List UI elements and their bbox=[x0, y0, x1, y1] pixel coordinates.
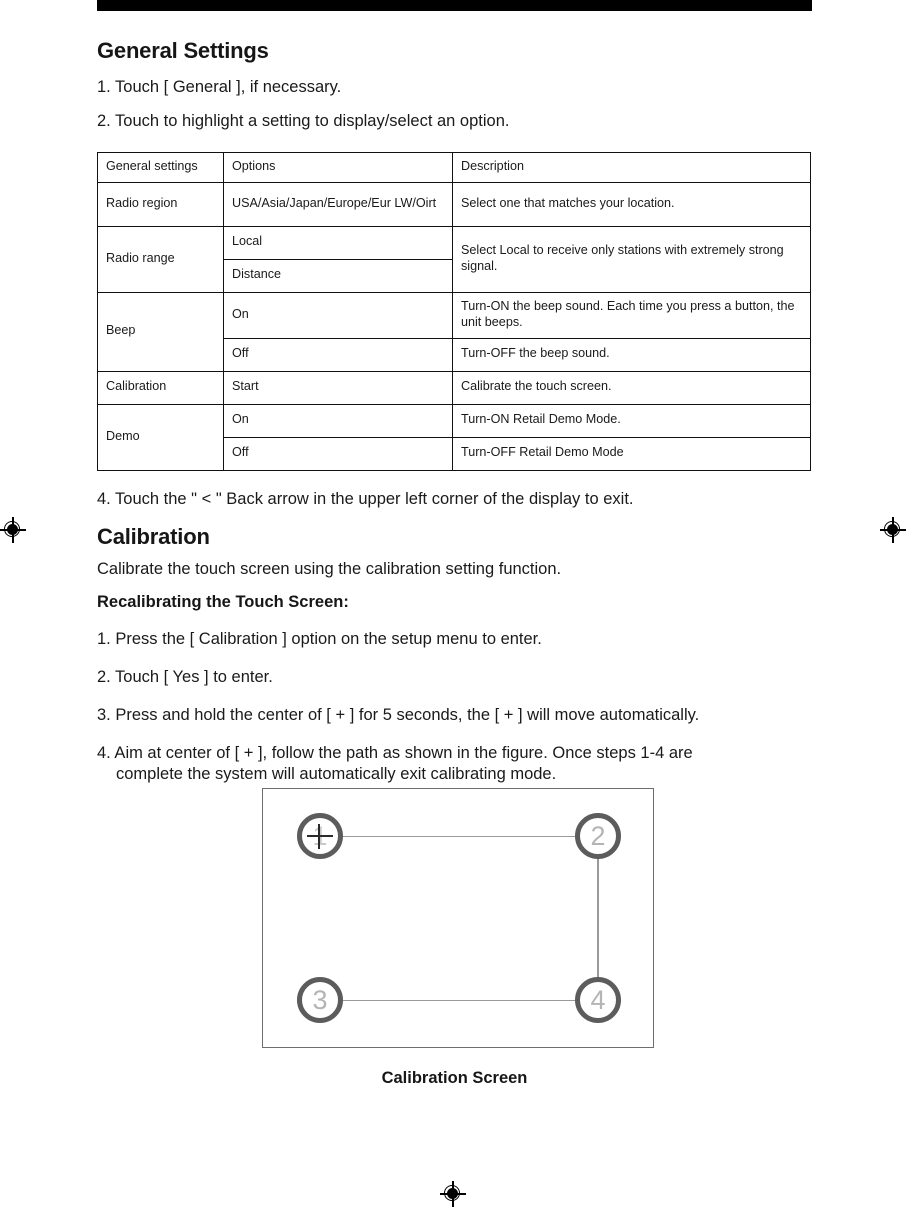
calibration-target-1-icon[interactable] bbox=[297, 813, 343, 859]
cell-setting-calibration: Calibration bbox=[98, 371, 224, 404]
table-row bbox=[98, 371, 811, 404]
page-title-calibration: Calibration bbox=[97, 524, 210, 550]
registration-mark-icon bbox=[880, 517, 906, 543]
page-content bbox=[97, 0, 812, 785]
calibration-target-3-icon[interactable] bbox=[297, 977, 343, 1023]
calibration-screen-figure bbox=[262, 788, 654, 1048]
calibration-target-2-icon[interactable] bbox=[575, 813, 621, 859]
table-row bbox=[98, 226, 811, 259]
calibration-target-3-label: 3 bbox=[312, 984, 328, 1015]
path-segment-1-to-2 bbox=[320, 836, 598, 838]
cell-option-radio-range-distance: Distance bbox=[224, 259, 453, 292]
cell-option-beep-on: On bbox=[224, 292, 453, 338]
column-header-description: Description bbox=[453, 152, 811, 182]
calibration-step-4-line1: 4. Aim at center of [ + ], follow the path as shown in the figure. Once steps 1-4 are bbox=[97, 744, 693, 763]
cell-setting-demo: Demo bbox=[98, 404, 224, 470]
cell-option-radio-range-local: Local bbox=[224, 226, 453, 259]
cell-description-demo-off: Turn-OFF Retail Demo Mode bbox=[453, 437, 811, 470]
cell-description-calibration: Calibrate the touch screen. bbox=[453, 371, 811, 404]
calibration-subheading: Recalibrating the Touch Screen: bbox=[97, 592, 349, 611]
cell-option-calibration-start: Start bbox=[224, 371, 453, 404]
cell-setting-radio-range: Radio range bbox=[98, 226, 224, 292]
column-header-options: Options bbox=[224, 152, 453, 182]
cell-description-demo-on: Turn-ON Retail Demo Mode. bbox=[453, 404, 811, 437]
table-row bbox=[98, 292, 811, 338]
table-header-row bbox=[98, 152, 811, 182]
general-step-4: 4. Touch the " < " Back arrow in the upper left corner of the display to exit. bbox=[97, 489, 634, 508]
cell-option-beep-off: Off bbox=[224, 338, 453, 371]
column-header-setting: General settings bbox=[98, 152, 224, 182]
calibration-step-3: 3. Press and hold the center of [ + ] for 5 seconds, the [ + ] will move automatically. bbox=[97, 705, 700, 724]
path-segment-3-to-4 bbox=[320, 1000, 598, 1002]
registration-mark-icon bbox=[440, 1181, 466, 1207]
general-step-1: 1. Touch [ General ], if necessary. bbox=[97, 78, 342, 96]
calibration-step-2: 2. Touch [ Yes ] to enter. bbox=[97, 667, 273, 686]
table-row bbox=[98, 404, 811, 437]
calibration-intro: Calibrate the touch screen using the calibration setting function. bbox=[97, 560, 562, 579]
general-step-2: 2. Touch to highlight a setting to display/select an option. bbox=[97, 112, 510, 131]
cell-option-demo-off: Off bbox=[224, 437, 453, 470]
calibration-target-4-label: 4 bbox=[590, 984, 606, 1015]
cell-option-demo-on: On bbox=[224, 404, 453, 437]
calibration-target-2-label: 2 bbox=[590, 820, 606, 851]
cell-description-beep-off: Turn-OFF the beep sound. bbox=[453, 338, 811, 371]
cell-description-radio-range: Select Local to receive only stations with extremely strong signal. bbox=[453, 226, 811, 292]
figure-caption: Calibration Screen bbox=[381, 1069, 528, 1087]
calibration-step-4-line2: complete the system will automatically exit calibrating mode. bbox=[116, 765, 557, 784]
calibration-step-1: 1. Press the [ Calibration ] option on the setup menu to enter. bbox=[97, 629, 542, 648]
crosshair-icon bbox=[302, 818, 338, 854]
cell-option-radio-region: USA/Asia/Japan/Europe/Eur LW/Oirt bbox=[224, 182, 453, 226]
cell-setting-radio-region: Radio region bbox=[98, 182, 224, 226]
cell-description-beep-on: Turn-ON the beep sound. Each time you press a button, the unit beeps. bbox=[453, 292, 811, 338]
registration-mark-icon bbox=[0, 517, 26, 543]
calibration-target-4-icon[interactable] bbox=[575, 977, 621, 1023]
cell-setting-beep: Beep bbox=[98, 292, 224, 371]
calibration-step-4 bbox=[97, 743, 812, 785]
page-title-general-settings: General Settings bbox=[97, 38, 269, 63]
cell-description-radio-region: Select one that matches your location. bbox=[453, 182, 811, 226]
general-settings-table bbox=[97, 152, 811, 471]
table-row bbox=[98, 182, 811, 226]
